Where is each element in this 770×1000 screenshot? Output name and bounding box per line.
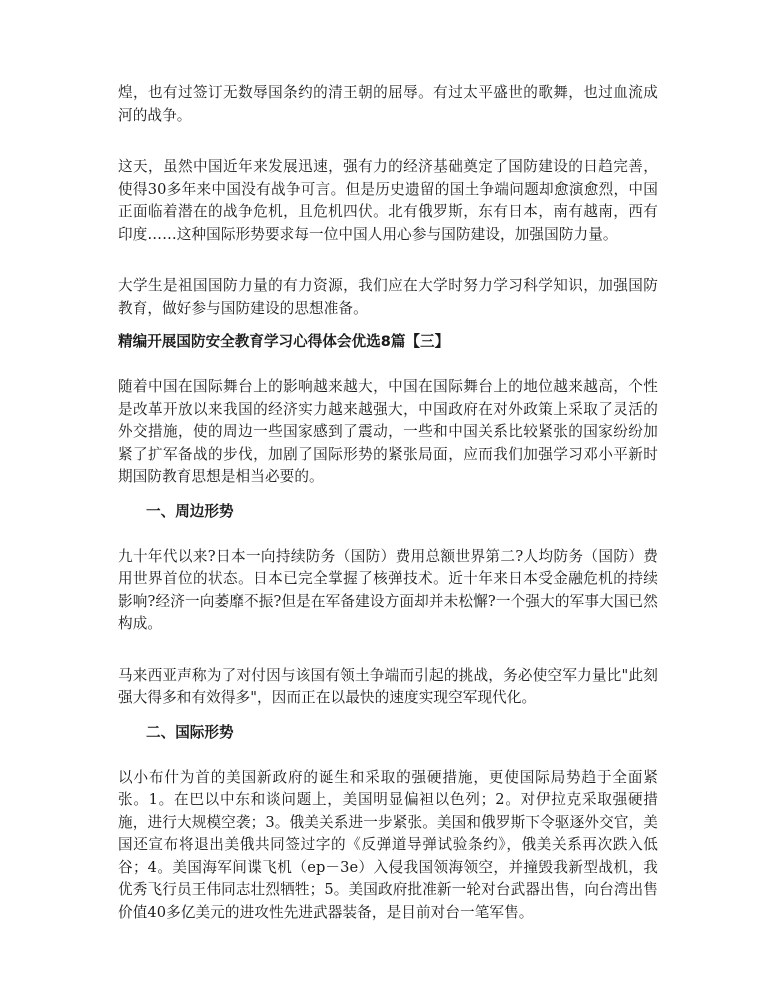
paragraph: 马来西亚声称为了对付因与该国有领土争端而引起的挑战，务必使空军力量比"此刻强大得多和有效得多"，因而正在以最快的速度实现空军现代化。	[118, 666, 658, 706]
paragraph: 随着中国在国际舞台上的影响越来越大，中国在国际舞台上的地位越来越高，个性是改革开放以来我国的经济实力越来越强大，中国政府在对外政策上采取了灵活的外交措施，使的周边一些国家感到了震动，一些和中国关系比较紧张的国家纷纷加紧了扩军备战的步伐，加剧了国际形势的紧张局面，应而我们加强学习邓小平新时期国防教育思想是相当必要的。	[118, 378, 658, 485]
paragraph: 煌，也有过签订无数辱国条约的清王朝的屈辱。有过太平盛世的歌舞，也过血流成河的战争。	[118, 84, 658, 124]
paragraph: 九十年代以来?日本一向持续防务（国防）费用总额世界第二?人均防务（国防）费用世界首位的状态。日本已完全掌握了核弹技术。近十年来日本受金融危机的持续影响?经济一向萎靡不振?但是在军备建设方面却并未松懈?一个强大的军事大国已然构成。	[118, 547, 658, 632]
subsection-title: 一、周边形势	[146, 502, 234, 520]
section-title: 精编开展国防安全教育学习心得体会优选8篇【三】	[118, 333, 450, 350]
document-body	[118, 82, 658, 924]
paragraph: 这天，虽然中国近年来发展迅速，强有力的经济基础奠定了国防建设的日趋完善，使得30多年来中国没有战争可言。但是历史遗留的国土争端问题却愈演愈烈，中国正面临着潜在的战争危机，且危机四伏。北有俄罗斯，东有日本，南有越南，西有印度……这种国际形势要求每一位中国人用心参与国防建设，加强国防力量。	[118, 158, 658, 243]
paragraph: 以小布什为首的美国新政府的诞生和采取的强硬措施，更使国际局势趋于全面紧张。1。在巴以中东和谈问题上，美国明显偏袒以色列；2。对伊拉克采取强硬措施，进行大规模空袭；3。俄美关系进一步紧张。美国和俄罗斯下令驱逐外交官，美国还宣布将退出美俄共同签过字的《反弹道导弹试验条约》，俄美关系再次跌入低谷；4。美国海军间谍飞机（ep－3e）入侵我国领海领空，并撞毁我新型战机，我优秀飞行员王伟同志壮烈牺牲；5。美国政府批准新一轮对台武器出售，向台湾出售价值40多亿美元的进攻性先进武器装备，是目前对台一笔军售。	[118, 768, 658, 921]
subsection-title: 二、国际形势	[146, 723, 234, 741]
paragraph: 大学生是祖国国防力量的有力资源，我们应在大学时努力学习科学知识，加强国防教育，做好参与国防建设的思想准备。	[118, 277, 658, 317]
